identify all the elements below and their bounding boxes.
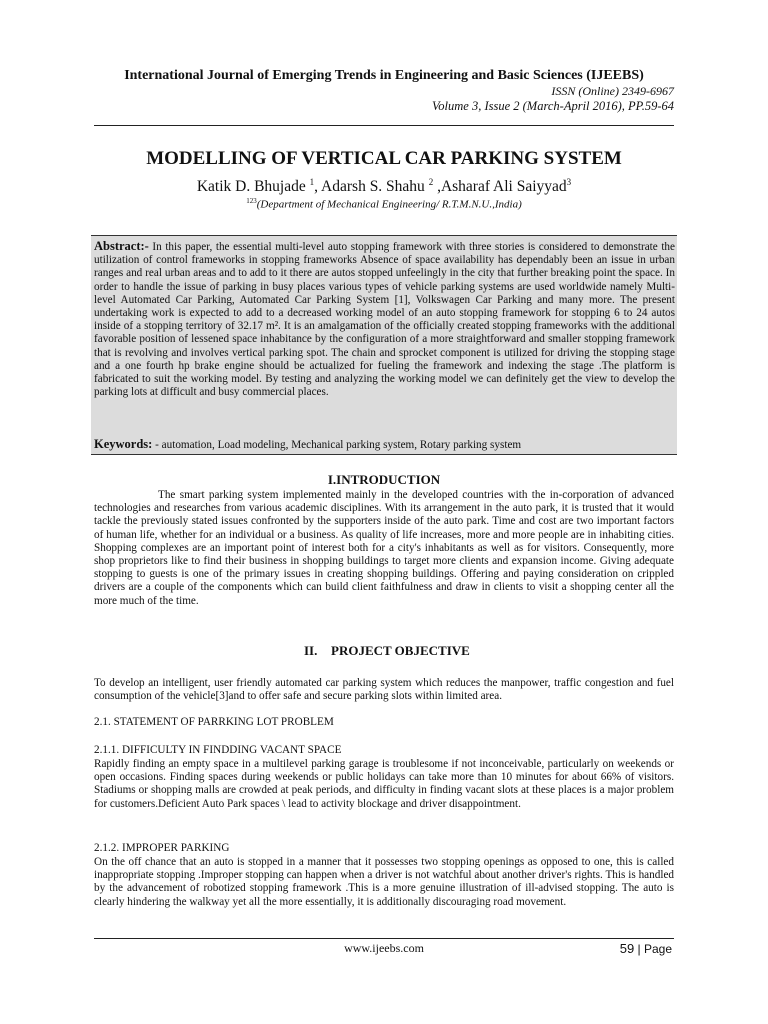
objective-heading-number: II. xyxy=(304,643,318,658)
introduction-text: The smart parking system implemented mainly in the developed countries with the in-corporation of advanced technologies and researches from various academic disciplines. With its arrangement in the auto park, it is trusted that it would tackle the previously stated issues confronted by the supporters inside of the auto park. Time and cost are two important factors of human life, whether for an individual or a business. As quality of life increases, more and more people are in inhabiting cities. Shopping complexes are an important point of interest both for a city's inhabitants as well as for visitors. Consequently, more shop proprietors like to find their business in shopping buildings to target more clients and expansion income. Giving adequate stopping to guests is one of the primary issues in creating shopping buildings. Offering and paying consideration on crippled drivers are a couple of the components which can build client faithfulness and draw in clients to visit a shopping center all the more much of the time. xyxy=(94,489,674,607)
author-name: Katik D. Bhujade xyxy=(196,178,310,196)
abstract-label: Abstract:- xyxy=(94,239,149,253)
footer-divider xyxy=(94,938,674,939)
affiliation xyxy=(94,194,674,212)
introduction-heading: I.INTRODUCTION xyxy=(327,472,441,487)
subheading-2-1: 2.1. STATEMENT OF PARRKING LOT PROBLEM xyxy=(94,716,334,728)
text-2-1-1: Rapidly finding an empty space in a multilevel parking garage is troublesome if not inconceivable, particularly on weekends or open occasions. Finding spaces during weekends or public holidays can take more than 10 minutes for about 66% of visitors. Stadiums or shopping malls are crowded at peak periods, and difficulty in finding vacant slots at these places is a major problem for customers.Deficient Auto Park spaces \ lead to activity blockage and driver disappointment. xyxy=(94,758,674,810)
author-superscript: 2 xyxy=(428,177,434,187)
page-number: 59 xyxy=(619,941,635,956)
keywords xyxy=(94,437,675,453)
author-superscript: 3 xyxy=(566,177,572,187)
text-2-1-2: On the off chance that an auto is stopped in a manner that it possesses two stopping openings as opposed to one, this is called inappropriate stopping .Improper stopping can happen when a driver is not watchful about another driver's rights. This is handled by the advancement of robotized stopping framework .This is a more genuine illustration of ill-advised stopping. The auto is clearly hindering the walkway yet all the more essentially, it is additionally discouraging road movement. xyxy=(94,856,674,908)
footer-url: www.ijeebs.com xyxy=(344,941,424,955)
issn: ISSN (Online) 2349-6967 xyxy=(551,84,674,98)
author-separator: , xyxy=(433,178,441,196)
author-superscript: 1 xyxy=(309,177,315,187)
objective-text: To develop an intelligent, user friendly automated car parking system which reduces the manpower, traffic congestion and fuel consumption of the vehicle[3]and to offer safe and secure parking slots within limited area. xyxy=(94,677,674,703)
author-separator: , xyxy=(314,178,322,196)
abstract-text: In this paper, the essential multi-level auto stopping framework with three stories is considered to demonstrate the utilization of control frameworks in stopping frameworks Absence of space availability has dependably been an issue in urban ranges and real urban areas and to add to it there are autos stopped unfeelingly in the city that further breaking point the space. In order to handle the issue of parking in busy places various types of vehicle parking systems are used worldwide namely Multi-level Automated Car Parking, Automated Car Parking System [1], Volkswagen Car Parking and many more. The present undertaking work is expected to add to a decreased working model of an auto stopping framework for stopping 6 to 24 autos inside of a stopping territory of 32.17 m². It is an amalgamation of the officially created stopping frameworks with the additional favorable position of lessened space inhabitance by the configuration of a more straightforward and smaller stopping framework that is revolving and involves vertical parking spot. The chain and sprocket component is utilized for driving the stopping stage and a one fourth hp brake engine should be actualized for fueling the framework and indexing the stage .The platform is fabricated to suit the working model. By testing and analyzing the working model we can definitely get the view to develop the parking lots at difficult and busy commercial places. xyxy=(94,241,675,399)
author-name: Adarsh S. Shahu xyxy=(321,178,429,196)
subheading-2-1-2: 2.1.2. IMPROPER PARKING xyxy=(94,842,230,854)
paper-title: MODELLING OF VERTICAL CAR PARKING SYSTEM xyxy=(146,148,622,169)
author-name: Asharaf Ali Saiyyad xyxy=(440,178,567,196)
journal-name: International Journal of Emerging Trends in Engineering and Basic Sciences (IJEEBS) xyxy=(124,68,644,83)
footer-page xyxy=(620,941,672,957)
keywords-label: Keywords: xyxy=(94,437,153,451)
affiliation-superscript: 123 xyxy=(246,197,257,205)
header-divider xyxy=(94,125,674,126)
subheading-2-1-1: 2.1.1. DIFFICULTY IN FINDDING VACANT SPACE xyxy=(94,744,342,756)
affiliation-text: (Department of Mechanical Engineering/ R.T.M.N.U.,India) xyxy=(256,198,522,211)
page-label: | Page xyxy=(634,942,672,956)
abstract xyxy=(94,240,675,399)
volume-info: Volume 3, Issue 2 (March-April 2016), PP.59-64 xyxy=(432,99,674,113)
objective-heading-title: PROJECT OBJECTIVE xyxy=(331,643,470,658)
keywords-text: - automation, Load modeling, Mechanical parking system, Rotary parking system xyxy=(152,439,522,451)
